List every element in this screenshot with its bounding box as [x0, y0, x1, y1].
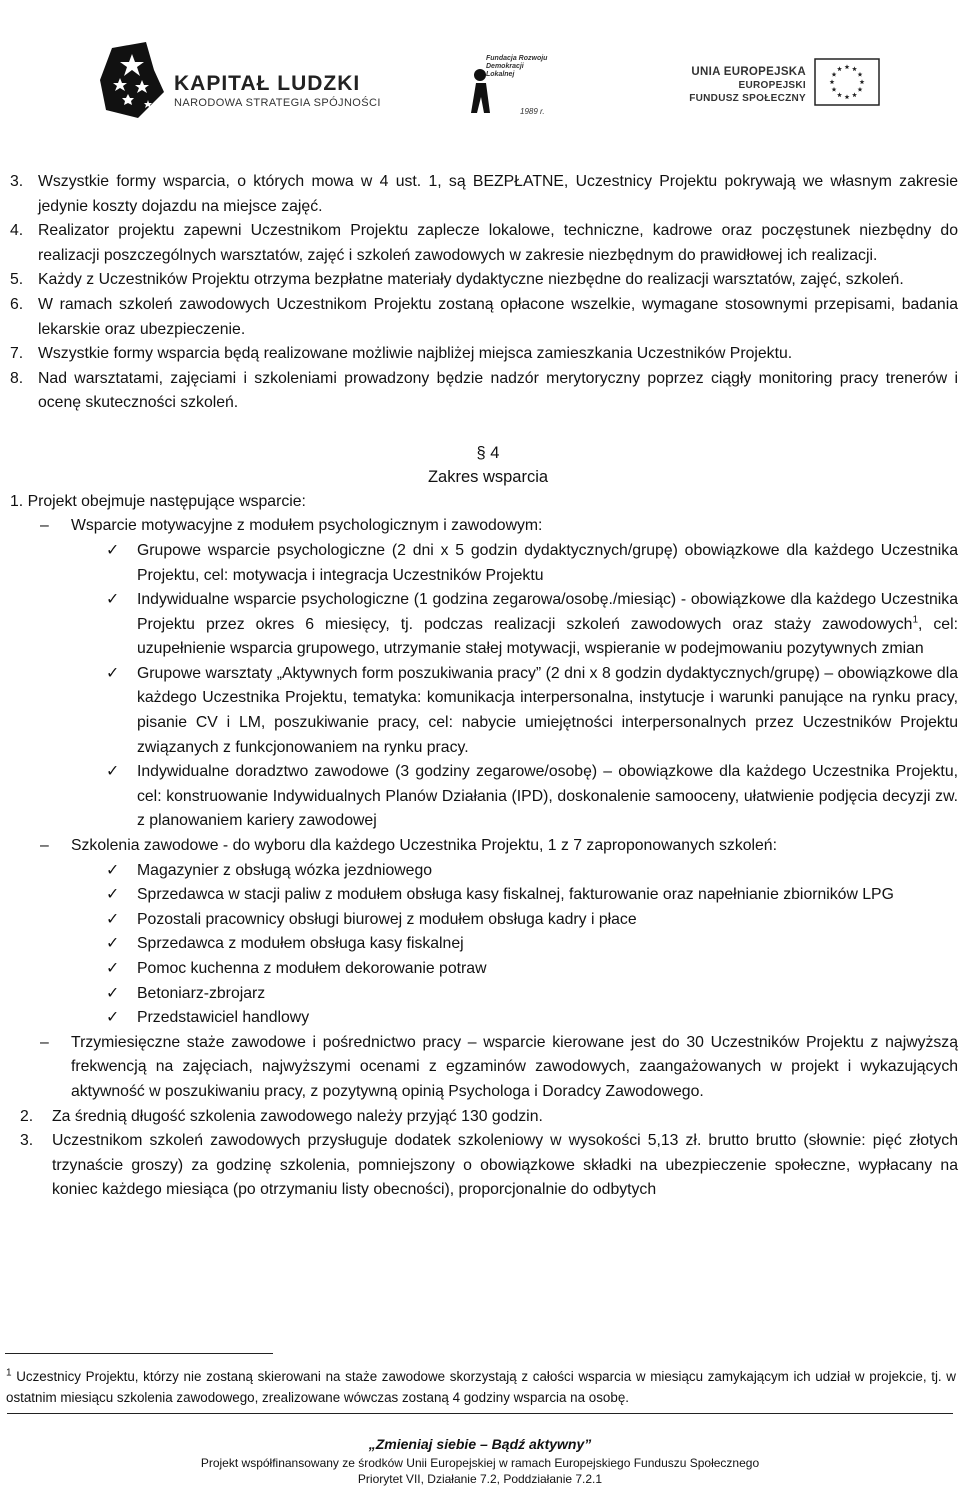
intro-text: 1. Projekt obejmuje następujące wsparcie: [10, 492, 306, 510]
page-header [0, 0, 960, 140]
frdl-name [486, 55, 548, 79]
frdl-name-line1: Fundacja Rozwoju [486, 55, 548, 62]
list-text: Grupowe warsztaty „Aktywnych form poszukiwania pracy” (2 dni x 8 godzin dydaktycznych/grupę) – obowiązkowe dla każdego Uczestnika Projektu, tematyka: komunikacja interpersonalna, instytucje i warunki panujące na rynku pracy, pisanie CV i LM, poszukiwanie pracy, cel: nabycie umiejętności interpersonalnych przez Uczestników Projektu związanych z funkcjonowaniem na rynku pracy. [137, 664, 958, 756]
list-item [0, 1129, 960, 1203]
section-title: Zakres wsparcia [427, 468, 549, 487]
eu-line3: FUNDUSZ SPOŁECZNY [689, 93, 806, 104]
kapital-ludzki-logo [98, 40, 398, 130]
list-number: 2. [20, 1107, 34, 1125]
footer-funding-line: Projekt współfinansowany ze środków Unii Europejskiej w ramach Europejskiego Funduszu Społecznego [200, 1456, 760, 1470]
support-group-title: Wsparcie motywacyjne z modułem psychologicznym i zawodowym: [71, 517, 543, 535]
support-group [0, 1031, 960, 1105]
dash-bullet: – [40, 837, 49, 855]
footer-divider [7, 1413, 953, 1414]
list-text: Betoniarz-zbrojarz [137, 984, 266, 1002]
list-item [0, 1105, 960, 1130]
support-group-title: Trzymiesięczne staże zawodowe i pośrednictwo pracy – wsparcie kierowane jest do 30 Uczestników Projektu z najwyższą frekwencją na zajęciach, najwyższymi ocenami z egzaminów zawodowych, zaangażowanych w projekt i wykazujących aktywność w poszukiwaniu pracy, z pozytywną opinią Psychologa i Doradcy Zawodowego. [71, 1033, 958, 1100]
list-text: Pomoc kuchenna z modułem dekorowanie potraw [137, 960, 487, 977]
list-text: Nad warsztatami, zajęciami i szkoleniami prowadzony będzie nadzór merytoryczny poprzez ciągły monitoring pracy trenerów i ocenę skuteczności szkoleń. [38, 369, 958, 412]
footnote-mark: 1 [6, 1367, 12, 1379]
list-text: Uczestnikom szkoleń zawodowych przysługuje dodatek szkoleniowy w wysokości 5,13 zł. brutto brutto (słownie: pięć złotych trzynaście groszy) za godzinę szkolenia, pomniejszony o obowiązkowe składki na ubezpieczenie społeczne, wypłacany na koniec każdego miesiąca (po otrzymaniu listy obecności), proporcjonalnie do odbytych [52, 1132, 958, 1199]
list-text: Magazynier z obsługą wózka jezdniowego [137, 861, 433, 879]
list-text [137, 588, 958, 662]
list-item [0, 760, 960, 834]
list-number: 4. [10, 222, 24, 240]
list-item [0, 982, 960, 1007]
list-text: Sprzedawca w stacji paliw z modułem obsługa kasy fiskalnej, fakturowanie oraz napełnianie zbiorników LPG [137, 886, 894, 904]
list-item [0, 293, 960, 342]
list-text: Grupowe wsparcie psychologiczne (2 dni x 5 godzin dydaktycznych/grupę) obowiązkowe dla każdego Uczestnika Projektu, cel: motywacja i integracja Uczestników Projektu [137, 541, 958, 584]
checkmark-icon: ✓ [106, 664, 120, 682]
list-text: Wszystkie formy wsparcia, o których mowa w 4 ust. 1, są BEZPŁATNE, Uczestnicy Projektu pokrywają we własnym zakresie jedynie koszty dojazdu na miejsce zajęć. [38, 173, 958, 215]
list-text: W ramach szkoleń zawodowych Uczestnikom Projektu zostaną opłacone wszelkie, wymagane stosownymi przepisami, badania lekarskie oraz ubezpieczenie. [38, 295, 958, 338]
list-text: Za średnią długość szkolenia zawodowego należy przyjąć 130 godzin. [52, 1107, 543, 1125]
checkmark-icon: ✓ [106, 886, 120, 904]
list-item [0, 883, 960, 908]
support-group [0, 834, 960, 859]
list-number: 3. [20, 1132, 34, 1150]
list-item [0, 859, 960, 884]
footnote-ref[interactable]: 1 [912, 614, 918, 626]
dash-bullet: – [40, 517, 49, 535]
eu-line1: UNIA EUROPEJSKA [691, 66, 806, 78]
kapital-ludzki-subtitle: NARODOWA STRATEGIA SPÓJNOŚCI [174, 97, 381, 109]
list-item [0, 539, 960, 588]
list-number: 8. [10, 369, 24, 387]
list-number: 3. [10, 173, 24, 190]
checkmark-icon: ✓ [106, 541, 120, 559]
list-text: Pozostali pracownicy obsługi biurowej z modułem obsługa kadry i płace [137, 910, 637, 928]
list-text: Realizator projektu zapewni Uczestnikom Projektu zaplecze lokalowe, techniczne, kadrowe oraz poczęstunek niezbędny do realizacji poszczególnych warsztatów, zajęć i szkoleń zawodowych w zakresie niezbędnym do prawidłowej ich realizacji. [38, 222, 958, 264]
list-item [0, 170, 960, 219]
footnote-text: Uczestnicy Projektu, którzy nie zostaną skierowani na staże zawodowe skorzystają z całości wsparcia w miesiącu zamykającym ich udział w projekcie, tj. w ostatnim miesiącu szkolenia zawodowego, zrealizowane wówczas zostaną 4 godziny wsparcia na osobę. [6, 1369, 956, 1405]
support-group [0, 514, 960, 539]
eu-text [689, 66, 806, 104]
frdl-year: 1989 r. [520, 107, 545, 116]
dash-bullet: – [40, 1033, 49, 1051]
support-group-title: Szkolenia zawodowe - do wyboru dla każdego Uczestnika Projektu, 1 z 7 zaproponowanych szkoleń: [71, 837, 777, 855]
kapital-ludzki-emblem-icon [98, 40, 168, 120]
document-body [0, 170, 960, 1203]
list-item [0, 932, 960, 957]
frdl-name-line2: Demokracji Lokalnej [486, 63, 524, 78]
list-item [0, 957, 960, 982]
spacer [0, 416, 960, 441]
list-text: Indywidualne doradztwo zawodowe (3 godziny zegarowe/osobę) – obowiązkowe dla każdego Uczestnika Projektu, cel: konstruowanie Indywidualnych Planów Działania (IPD), doskonalenie samooceny, ułatwienie podjęcia decyzji zw. z planowaniem kariery zawodowej [137, 763, 958, 830]
list-text: Sprzedawca z modułem obsługa kasy fiskalnej [137, 935, 464, 953]
list-text: Przedstawiciel handlowy [137, 1009, 310, 1027]
footer-slogan: „Zmieniaj siebie – Bądź aktywny” [368, 1436, 592, 1452]
list-text-main: Indywidualne wsparcie psychologiczne (1 godzina zegarowa/osobę./miesiąc) - obowiązkowe dla każdego Uczestnika Projektu przez okres 6 miesięcy, tj. podczas realizacji szkoleń zawodowych oraz staży zawodowych [137, 591, 958, 633]
list-number: 7. [10, 345, 24, 363]
footnote-divider [5, 1353, 273, 1354]
list-item [0, 662, 960, 760]
checkmark-icon: ✓ [106, 910, 120, 928]
list-item [0, 268, 960, 293]
checkmark-icon: ✓ [106, 984, 120, 1002]
checkmark-icon: ✓ [106, 960, 120, 977]
list-item [0, 1006, 960, 1031]
checkmark-icon: ✓ [106, 591, 120, 609]
list-item [0, 588, 960, 662]
list-item [0, 219, 960, 268]
list-number: 5. [10, 271, 24, 289]
eu-flag-icon [814, 58, 880, 106]
checkmark-icon: ✓ [106, 861, 120, 879]
checkmark-icon: ✓ [106, 1009, 120, 1027]
list-item [0, 908, 960, 933]
section-number: § 4 [476, 443, 500, 462]
list-item [0, 367, 960, 416]
checkmark-icon: ✓ [106, 763, 120, 781]
list-text: Każdy z Uczestników Projektu otrzyma bezpłatne materiały dydaktyczne niezbędne do realizacji warsztatów, zajęć, szkoleń. [38, 271, 904, 289]
frdl-logo [468, 55, 548, 125]
eu-line2: EUROPEJSKI [738, 80, 806, 91]
eu-logo [689, 58, 914, 118]
footer-priority-line: Priorytet VII, Działanie 7.2, Poddziałanie 7.2.1 [357, 1472, 603, 1486]
list-text: Wszystkie formy wsparcia będą realizowane możliwie najbliżej miejsca zamieszkania Uczestników Projektu. [38, 345, 793, 363]
kapital-ludzki-title: KAPITAŁ LUDZKI [174, 72, 361, 95]
list-item [0, 342, 960, 367]
checkmark-icon: ✓ [106, 935, 120, 953]
list-text-tail: , cel: uzupełnienie wsparcia grupowego, utrzymanie stałej motywacji, wspieranie w podejmowaniu pozytywnych zmian [137, 615, 958, 658]
list-number: 6. [10, 295, 24, 313]
footnote [6, 1366, 956, 1408]
